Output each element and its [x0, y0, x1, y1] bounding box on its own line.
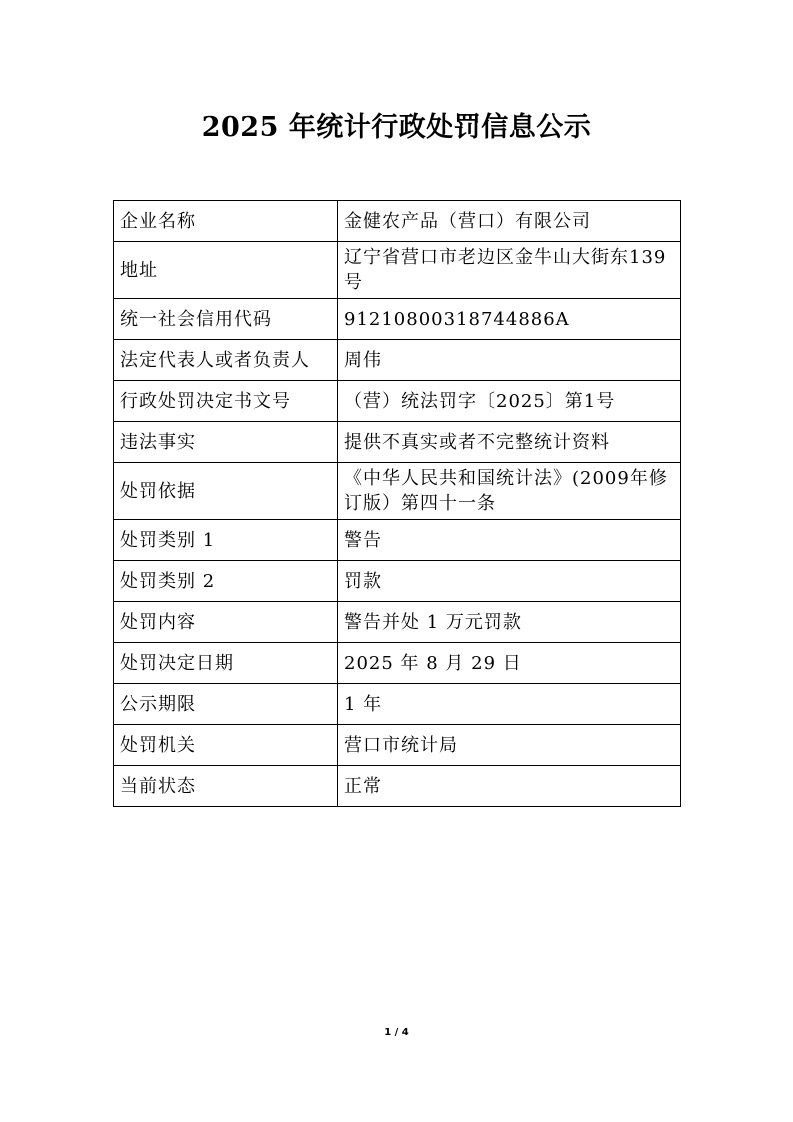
table-row — [114, 242, 681, 299]
row-label-credit-code: 统一社会信用代码 — [114, 299, 338, 340]
page-title: 2025 年统计行政处罚信息公示 — [201, 112, 592, 143]
row-label-penalty-basis: 处罚依据 — [114, 463, 338, 520]
row-value-current-status: 正常 — [338, 766, 681, 807]
row-value-violation-facts: 提供不真实或者不完整统计资料 — [338, 422, 681, 463]
row-label-penalty-content: 处罚内容 — [114, 602, 338, 643]
table-row — [114, 520, 681, 561]
table-row — [114, 299, 681, 340]
row-value-publicity-period: 1 年 — [338, 684, 681, 725]
table-row — [114, 643, 681, 684]
row-value-penalty-content: 警告并处 1 万元罚款 — [338, 602, 681, 643]
table-row — [114, 602, 681, 643]
row-label-current-status: 当前状态 — [114, 766, 338, 807]
row-value-penalty-authority: 营口市统计局 — [338, 725, 681, 766]
row-value-penalty-type-1: 警告 — [338, 520, 681, 561]
row-value-decision-date: 2025 年 8 月 29 日 — [338, 643, 681, 684]
page-number: 1 / 4 — [384, 1027, 409, 1038]
row-label-penalty-type-2: 处罚类别 2 — [114, 561, 338, 602]
row-label-address: 地址 — [114, 242, 338, 299]
table-row — [114, 725, 681, 766]
row-label-decision-date: 处罚决定日期 — [114, 643, 338, 684]
row-label-penalty-type-1: 处罚类别 1 — [114, 520, 338, 561]
row-label-legal-representative: 法定代表人或者负责人 — [114, 340, 338, 381]
row-value-credit-code: 91210800318744886A — [338, 299, 681, 340]
row-value-legal-representative: 周伟 — [338, 340, 681, 381]
table-row — [114, 684, 681, 725]
row-value-penalty-basis: 《中华人民共和国统计法》(2009年修订版）第四十一条 — [338, 463, 681, 520]
row-label-violation-facts: 违法事实 — [114, 422, 338, 463]
row-label-company-name: 企业名称 — [114, 201, 338, 242]
row-value-decision-number: （营）统法罚字〔2025〕第1号 — [338, 381, 681, 422]
row-label-penalty-authority: 处罚机关 — [114, 725, 338, 766]
table-row — [114, 201, 681, 242]
table-row — [114, 766, 681, 807]
row-value-company-name: 金健农产品（营口）有限公司 — [338, 201, 681, 242]
row-value-address: 辽宁省营口市老边区金牛山大街东139号 — [338, 242, 681, 299]
table-row — [114, 340, 681, 381]
row-label-publicity-period: 公示期限 — [114, 684, 338, 725]
table-row — [114, 463, 681, 520]
penalty-info-table — [113, 200, 681, 807]
table-row — [114, 381, 681, 422]
row-value-penalty-type-2: 罚款 — [338, 561, 681, 602]
table-row — [114, 561, 681, 602]
row-label-decision-number: 行政处罚决定书文号 — [114, 381, 338, 422]
table-row — [114, 422, 681, 463]
